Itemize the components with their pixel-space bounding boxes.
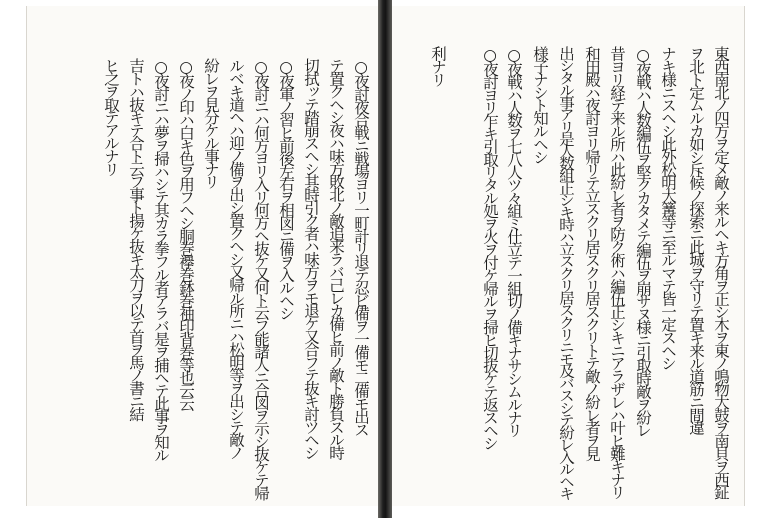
text-column — [147, 6, 175, 506]
column-text: 昔ヨリ経テ来ル所ハ此紛レ者ヲ防ク術ハ編伍正シキニアラザレハ叶ヒ難キナリ — [608, 46, 626, 498]
column-text: 紛レヲ見分ケル事ナリ — [202, 58, 220, 188]
text-column — [272, 6, 300, 506]
text-column — [347, 6, 375, 506]
text-column — [682, 6, 710, 506]
text-column — [578, 6, 606, 506]
left-page — [26, 6, 379, 506]
text-column — [322, 6, 350, 506]
column-text: 出シタル事アリ是人数組正シキ時ハ立スクリ居スクリニモ及バスシテ紛レ入ルヘキ — [557, 46, 575, 499]
text-column — [552, 6, 580, 506]
text-column — [172, 6, 200, 506]
column-text: ○夜戦ハ人数編伍ヲ堅クカタメテ編伍ヲ崩サヌ様ニ引取時敵ヲ紛レ — [634, 46, 652, 436]
column-text: 切拭ッテ踏崩スヘシ其時引ク者ハ味方ヲモ退ケ又合フテ抜キ討ツヘシ — [302, 58, 320, 458]
column-text: 吉トハ抜キテ合ト云フ事ト揚ケ抜キ太刀ヲ以テ首ヲ馬ノ書ニ結 — [127, 58, 145, 420]
text-column — [222, 6, 250, 506]
text-column — [197, 6, 225, 506]
text-column — [424, 6, 452, 506]
text-column — [97, 6, 125, 506]
text-column — [297, 6, 325, 506]
column-text: 様子ナシト知ルヘシ — [531, 46, 549, 163]
column-text: ○夜討ヨリ乍キ引取リタル処ヲ火ヲ付ケ帰ルヲ掃ヒ切抜ケテ返スヘシ — [481, 46, 499, 449]
text-column — [707, 6, 735, 506]
text-column — [247, 6, 275, 506]
text-column — [122, 6, 150, 506]
column-text: ○夜戦ハ人数ヲ七八人ツ々組ミ仕立テ一組切ノ備キナサシムルナリ — [505, 46, 523, 436]
right-page — [392, 6, 745, 506]
text-column — [526, 6, 554, 506]
book-gutter — [378, 0, 392, 518]
column-text: ○夜討夜合戦ニ戦場ヨリ一町計リ退テ忍ビ備ヲ一備モ二備モ出ス — [352, 58, 370, 435]
text-column — [629, 6, 657, 506]
text-column — [500, 6, 528, 506]
column-text: 和田殿ハ夜討ヨリ帰リテ立スクリ居スクリ居スクリトテ敵ノ紛レ者ヲ見 — [583, 46, 601, 459]
text-column — [476, 6, 504, 506]
column-text: ルベキ道ヘハ迎ノ備ヲ出シ置クヘシ又帰ル所ニハ松明等ヲ出シテ敵ノ — [227, 58, 245, 458]
column-text: ○夜討ニハ夢ヲ掃ハシテ其カラ拳フル者アラバ是ヲ捕ヘテ此事ヲ知ル — [152, 58, 170, 461]
column-text: 東西南北ノ四方ヲ定メ敵ノ来ルヘキ方角ヲ正シ木ヲ東ノ鳴物大鼓ヲ南貝ヲ西鉦 — [712, 46, 730, 498]
column-text: ○夜ノ印ハ白キ色ヲ用フヘシ胴巻襷巻鉢巻袖印背巻等也云云 — [177, 58, 195, 409]
text-column — [654, 6, 682, 506]
column-text: 利ナリ — [429, 46, 447, 85]
text-column — [603, 6, 631, 506]
column-text: ナキ様ニスヘシ此外松明大篝等ニ至ルマテ皆一定スヘシ — [659, 46, 677, 369]
column-text: ヲ北ト定ムルカ如シ斥候ノ探索ニ此城ヲ守リテ置キ来ル道筋ニ間違 — [687, 46, 705, 434]
column-text: ○夜討ニハ何方ヨリ入リ何方ヘ抜ケ又何ト云フ能諸人ニ合図ヲ示シ抜ケテ帰 — [252, 58, 270, 499]
column-text: テ置クヘシ夜ハ味方敗北ノ敵追来ラバ己レカ備ヒ前ノ敵ト勝負スル時 — [327, 58, 345, 458]
column-text: ヒ之ヲ取テアルナリ — [102, 58, 120, 175]
column-text: ○夜軍ノ習ヒ前後左右ヲ相図ニ備ヲ入ルヘシ — [277, 58, 295, 319]
